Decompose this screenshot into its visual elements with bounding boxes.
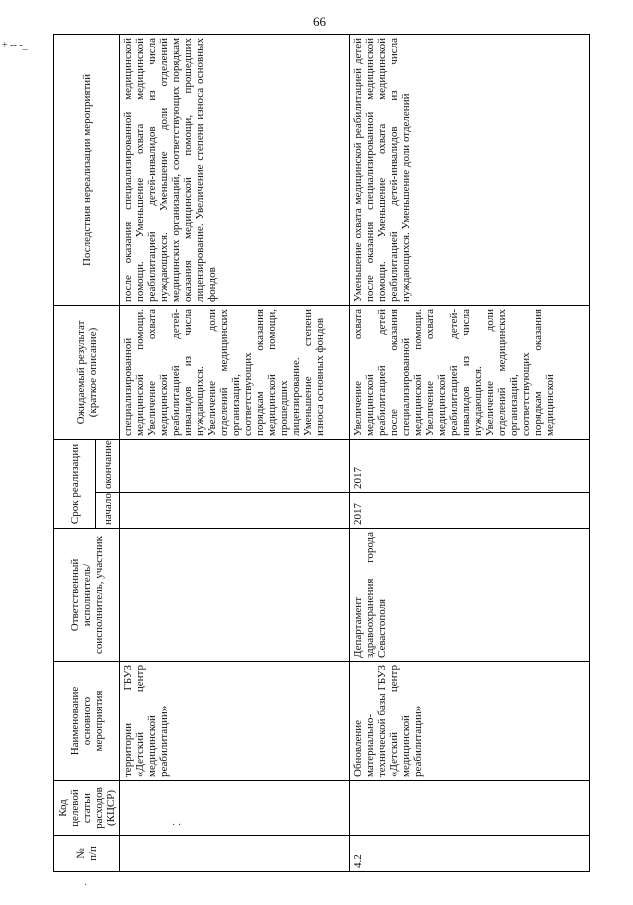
header-row	[54, 34, 96, 871]
cell-consequences: после оказания специализированной медицинской помощи. Уменьшение охвата медицинской реабилитацией детей-инвалидов из числа нуждающихся. Уменьшение доли отделений медицинских организаций, соответствующих порядкам оказания медицинской помощи, прошедших лицензирование. Увеличение степени износа основных фондов	[120, 34, 350, 305]
cell-consequences: Уменьшение охвата медицинской реабилитацией детей после оказания специализированной медицинской помощи. Уменьшение охвата медицинской реабилитацией детей-инвалидов из числа нуждающихся. Уменьшение доли отделений	[350, 34, 590, 305]
header-name: Наименование основного мероприятия	[54, 662, 120, 781]
scan-mark-bottom-left: ·	[84, 880, 88, 891]
cell-start	[120, 493, 350, 529]
table-row	[350, 34, 590, 871]
cell-result: специализированной медицинской помощи. Увеличение охвата медицинской реабилитацией детей-инвалидов из числа нуждающихся. Увеличение доли отделений медицинских организаций, соответствующих порядкам оказания медицинской помощи, прошедших лицензирование. Уменьшение степени износа основных фондов	[120, 305, 350, 439]
cell-result: Увеличение охвата медицинской реабилитацией детей после оказания специализированной медицинской помощи. Увеличение охвата медицинской реабилитацией детей-инвалидов из числа нуждающихся. Увеличение доли отделений медицинских организаций, соответствующих порядкам оказания медицинской	[350, 305, 590, 439]
program-measures-table	[53, 34, 590, 872]
table-row	[120, 34, 350, 871]
cell-end	[120, 439, 350, 492]
cell-end: 2017	[350, 439, 590, 492]
header-kcsr: Код целевой статьи расходов (КЦСР)	[54, 781, 120, 836]
cell-num: 4.2	[350, 836, 590, 872]
scan-mark-left-dots: · ·	[172, 820, 182, 831]
header-num: № п/п	[54, 836, 120, 872]
header-result: Ожидаемый результат (краткое описание)	[54, 305, 120, 439]
cell-responsible: Департамент здравоохранения города Севастополя	[350, 529, 590, 662]
scan-mark-top-left: + -- -_	[2, 40, 28, 51]
cell-num	[120, 836, 350, 872]
header-term: Срок реализации	[54, 439, 96, 528]
header-start: начало	[96, 493, 120, 529]
cell-name: территории ГБУЗ «Детский центр медицинской реабилитации»	[120, 662, 350, 781]
page-number: 66	[313, 14, 326, 29]
header-consequences: Последствия нереализации мероприятий	[54, 34, 120, 305]
cell-name: Обновление материально-технической базы ГБУЗ «Детский центр медицинской реабилитации»	[350, 662, 590, 781]
cell-start: 2017	[350, 493, 590, 529]
header-end: окончание	[96, 439, 120, 492]
cell-kcsr	[120, 781, 350, 836]
cell-responsible	[120, 529, 350, 662]
header-responsible: Ответственный исполнитель/соисполнитель, участник	[54, 529, 120, 662]
rotated-table-wrapper	[53, 35, 593, 872]
cell-kcsr	[350, 781, 590, 836]
